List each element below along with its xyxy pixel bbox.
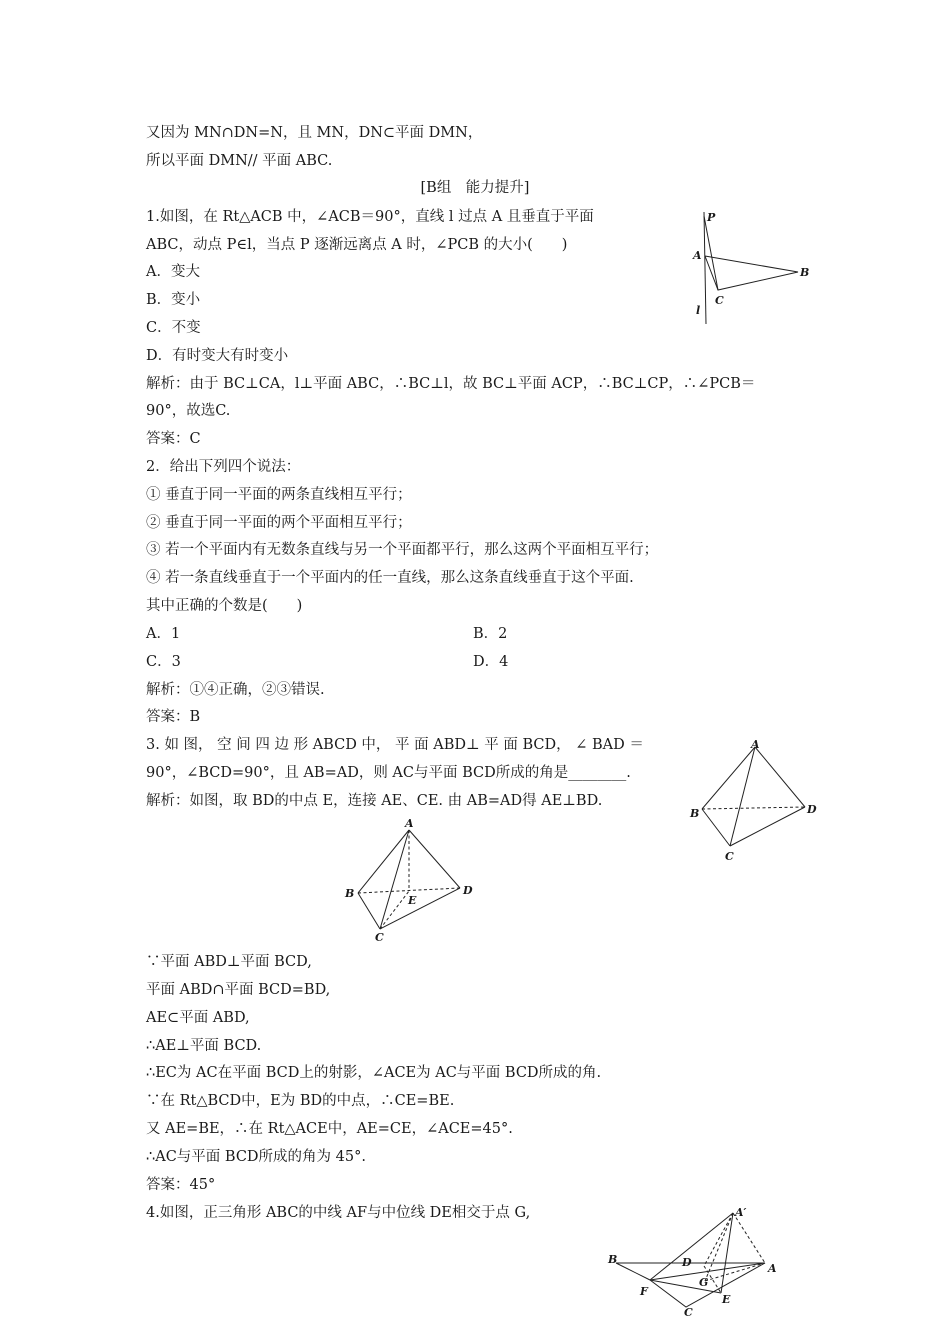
label-b: B: [690, 807, 700, 820]
text-line-l33: ∴AC与平面 BCD所成的角为 45°.: [146, 1149, 366, 1165]
text-line-l19b: B．2: [473, 626, 508, 642]
label-a-prime: A′: [735, 1206, 747, 1219]
triangle-acb: [705, 256, 798, 290]
label-d: D: [807, 803, 817, 816]
label-a: A: [405, 817, 414, 830]
text-line-l19a: A．1: [146, 626, 181, 642]
text-line-l14: ① 垂直于同一平面的两条直线相互平行；: [146, 487, 412, 503]
text-line-l20a: C．3: [146, 654, 181, 670]
text-line-l01: 又因为 MN∩DN=N，且 MN，DN⊂平面 DMN，: [146, 125, 483, 141]
text-line-l16: ③ 若一个平面内有无数条直线与另一个平面都平行，那么这两个平面相互平行；: [146, 542, 659, 558]
label-b: B: [345, 887, 355, 900]
figure-tetrahedron-small: [688, 738, 820, 866]
text-line-l26: ∵平面 ABD⊥平面 BCD,: [146, 954, 312, 970]
label-b: B: [800, 266, 810, 279]
label-c: C: [715, 294, 724, 307]
label-a: A: [768, 1262, 777, 1275]
label-a: A: [751, 738, 760, 751]
text-line-l18: 其中正确的个数是( ): [146, 598, 303, 614]
text-line-l30: ∴EC为 AC在平面 BCD上的射影，∠ACE为 AC与平面 BCD所成的角.: [146, 1065, 602, 1081]
text-line-l24: 90°，∠BCD=90°，且 AB=AD，则 AC与平面 BCD所成的角是________.: [146, 765, 631, 781]
text-line-l13: 2．给出下列四个说法：: [146, 459, 301, 475]
figure-line-triangle: [690, 208, 820, 328]
text-line-l11: 90°，故选C.: [146, 403, 231, 419]
text-line-l23: 3. 如 图， 空 间 四 边 形 ABCD 中， 平 面 ABD⊥ 平 面 BCD， ∠ BAD ＝: [146, 737, 644, 753]
text-line-l05: ABC，动点 P∈l，当点 P 逐渐远离点 A 时，∠PCB 的大小( ): [146, 237, 568, 253]
label-d: D: [682, 1256, 692, 1269]
segment-pc: [704, 216, 718, 290]
text-line-l07: B．变小: [146, 292, 201, 308]
text-line-l31: ∵在 Rt△BCD中，E为 BD的中点，∴CE=BE.: [146, 1093, 455, 1109]
text-line-l20b: D．4: [473, 654, 509, 670]
text-line-l21: 解析：①④正确，②③错误.: [146, 682, 325, 698]
text-line-l08: C．不变: [146, 320, 201, 336]
text-line-l28: AE⊂平面 ABD,: [146, 1010, 250, 1026]
text-line-l02: 所以平面 DMN// 平面 ABC.: [146, 153, 333, 169]
label-c: C: [684, 1306, 693, 1319]
label-p: P: [707, 211, 716, 224]
label-b: B: [608, 1253, 618, 1266]
text-line-l25: 解析：如图，取 BD的中点 E，连接 AE、CE. 由 AB=AD得 AE⊥BD.: [146, 793, 603, 809]
text-line-l34: 答案：45°: [146, 1177, 216, 1193]
text-line-l32: 又 AE=BE，∴在 Rt△ACE中，AE=CE，∠ACE=45°.: [146, 1121, 513, 1137]
text-line-l29: ∴AE⊥平面 BCD.: [146, 1038, 262, 1054]
text-line-l06: A．变大: [146, 264, 200, 280]
label-c: C: [375, 931, 384, 944]
line-l: [704, 212, 706, 324]
label-g: G: [699, 1276, 709, 1289]
text-line-l35: 4.如图，正三角形 ABC的中线 AF与中位线 DE相交于点 G,: [146, 1205, 531, 1221]
text-line-l04: 1.如图，在 Rt△ACB 中，∠ACB＝90°，直线 l 过点 A 且垂直于平面: [146, 209, 594, 225]
figure-folded-triangle: [600, 1205, 790, 1320]
label-c: C: [725, 850, 734, 863]
text-line-l03: [B组 能力提升]: [420, 180, 530, 196]
label-a: A: [693, 249, 702, 262]
text-line-l09: D．有时变大有时变小: [146, 348, 289, 364]
text-line-l12: 答案：C: [146, 431, 201, 447]
label-f: F: [640, 1285, 648, 1298]
figure-tetrahedron-midpoint: [342, 816, 482, 946]
text-line-l22: 答案：B: [146, 709, 201, 725]
text-line-l10: 解析：由于 BC⊥CA，l⊥平面 ABC，∴BC⊥l，故 BC⊥平面 ACP，∴BC⊥CP，∴∠PCB＝: [146, 376, 756, 392]
label-l: l: [696, 304, 701, 317]
label-e: E: [408, 894, 417, 907]
text-line-l27: 平面 ABD∩平面 BCD=BD,: [146, 982, 331, 998]
label-e: E: [722, 1293, 731, 1306]
text-line-l15: ② 垂直于同一平面的两个平面相互平行；: [146, 515, 412, 531]
text-line-l17: ④ 若一条直线垂直于一个平面内的任一直线，那么这条直线垂直于这个平面.: [146, 570, 634, 586]
label-d: D: [463, 884, 473, 897]
